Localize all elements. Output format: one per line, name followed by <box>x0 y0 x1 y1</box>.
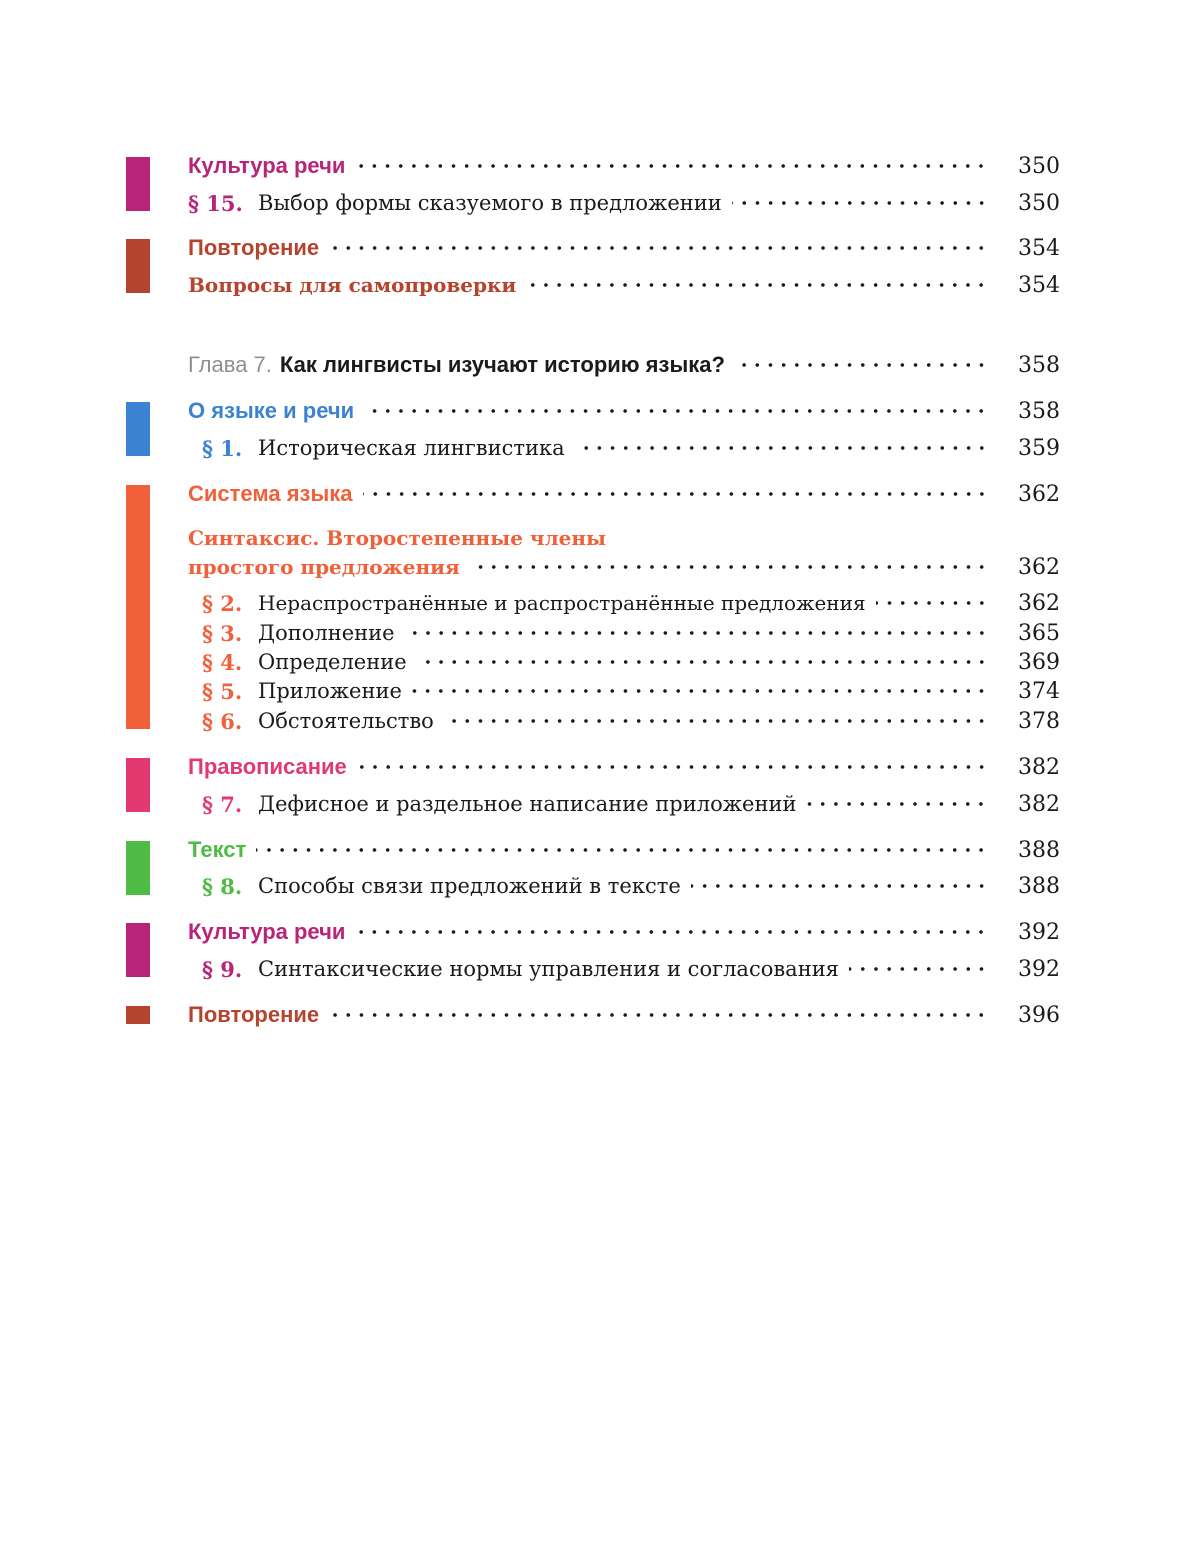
chapter-title: Как лингвисты изучают историю языка? <box>279 352 725 377</box>
page-number: 388 <box>1018 873 1060 899</box>
dot-leader <box>355 150 988 182</box>
paragraph-number: § 6. <box>202 708 243 734</box>
page-number: 358 <box>1018 352 1060 378</box>
entry-title: Нераспространённые и распространённые предложения <box>258 591 866 615</box>
entry-label-line1: Синтаксис. Второстепенные члены <box>188 526 607 550</box>
paragraph-number: § 4. <box>202 649 243 675</box>
page-number: 369 <box>1018 649 1060 675</box>
toc-entry[interactable] <box>188 187 1060 219</box>
dot-leader <box>363 478 988 510</box>
dot-leader <box>849 953 988 985</box>
entry-title: Историческая лингвистика <box>258 436 565 460</box>
toc-entry[interactable] <box>202 587 1060 619</box>
entry-title: Синтаксические нормы управления и согласования <box>258 957 839 981</box>
section-bar-system <box>126 485 150 729</box>
page-number: 374 <box>1018 678 1060 704</box>
entry-label: Повторение <box>188 235 320 260</box>
toc-entry[interactable] <box>202 432 1060 464</box>
paragraph-number: § 7. <box>202 791 243 817</box>
toc-entry[interactable] <box>202 788 1060 820</box>
page-number: 362 <box>1018 590 1060 616</box>
toc-entry[interactable] <box>202 675 1060 707</box>
dot-leader <box>417 646 988 678</box>
toc-entry[interactable] <box>202 870 1060 902</box>
page-number: 350 <box>1018 190 1060 216</box>
dot-leader <box>256 834 988 866</box>
entry-label: Вопросы для самопроверки <box>188 273 517 297</box>
dot-leader <box>355 916 988 948</box>
page-number: 358 <box>1018 398 1060 424</box>
entry-label: Культура речи <box>188 919 346 944</box>
toc-entry[interactable] <box>202 646 1060 678</box>
paragraph-number: § 15. <box>188 190 243 216</box>
page-number: 354 <box>1018 235 1060 261</box>
toc-entry[interactable] <box>188 916 1060 948</box>
dot-leader <box>691 870 988 902</box>
entry-title: Дефисное и раздельное написание приложений <box>258 792 797 816</box>
dot-leader <box>405 617 988 649</box>
section-bar-culture <box>126 157 150 211</box>
entry-title: Выбор формы сказуемого в предложении <box>258 191 722 215</box>
entry-title: Приложение <box>258 679 402 703</box>
toc-entry[interactable] <box>188 834 1060 866</box>
paragraph-number: § 3. <box>202 620 243 646</box>
entry-label: Повторение <box>188 1002 320 1027</box>
page-number: 365 <box>1018 620 1060 646</box>
paragraph-number: § 9. <box>202 956 243 982</box>
page-number: 382 <box>1018 791 1060 817</box>
dot-leader <box>329 232 988 264</box>
entry-label-line2: простого предложения <box>188 555 460 579</box>
page-number: 388 <box>1018 837 1060 863</box>
toc-entry[interactable] <box>188 232 1060 264</box>
page-number: 396 <box>1018 1002 1060 1028</box>
toc-entry[interactable] <box>188 150 1060 182</box>
toc-entry[interactable] <box>202 617 1060 649</box>
section-bar-about <box>126 402 150 456</box>
dot-leader <box>329 999 988 1031</box>
page-number: 362 <box>1018 481 1060 507</box>
entry-label: Текст <box>188 837 247 862</box>
section-bar-spelling <box>126 758 150 812</box>
dot-leader <box>876 587 988 619</box>
page-number: 354 <box>1018 272 1060 298</box>
toc-entry[interactable] <box>188 551 1060 583</box>
chapter-prefix: Глава 7. <box>188 352 272 377</box>
section-bar-text <box>126 841 150 895</box>
toc-entry[interactable] <box>188 751 1060 783</box>
dot-leader <box>412 675 988 707</box>
chapter-entry[interactable] <box>188 349 1060 381</box>
paragraph-number: § 2. <box>202 590 243 616</box>
dot-leader <box>575 432 988 464</box>
section-bar-repeat-2 <box>126 1006 150 1024</box>
dot-leader <box>806 788 988 820</box>
toc-entry[interactable] <box>188 478 1060 510</box>
section-bar-culture-2 <box>126 923 150 977</box>
page-number: 392 <box>1018 956 1060 982</box>
entry-label: Правописание <box>188 754 347 779</box>
entry-title: Обстоятельство <box>258 709 434 733</box>
entry-title: Дополнение <box>258 621 395 645</box>
entry-title: Определение <box>258 650 407 674</box>
entry-label: О языке и речи <box>188 398 355 423</box>
paragraph-number: § 5. <box>202 678 243 704</box>
toc-entry[interactable] <box>188 395 1060 427</box>
page-number: 378 <box>1018 708 1060 734</box>
dot-leader <box>735 349 988 381</box>
dot-leader <box>470 551 988 583</box>
entry-label: Система языка <box>188 481 353 506</box>
section-bar-repeat <box>126 239 150 293</box>
page-number: 362 <box>1018 554 1060 580</box>
page-number: 392 <box>1018 919 1060 945</box>
toc-entry[interactable] <box>188 999 1060 1031</box>
dot-leader <box>732 187 988 219</box>
toc-entry[interactable] <box>202 705 1060 737</box>
page-number: 359 <box>1018 435 1060 461</box>
toc-entry[interactable] <box>202 953 1060 985</box>
page-number: 350 <box>1018 153 1060 179</box>
paragraph-number: § 8. <box>202 873 243 899</box>
entry-title: Способы связи предложений в тексте <box>258 874 681 898</box>
dot-leader <box>364 395 988 427</box>
paragraph-number: § 1. <box>202 435 243 461</box>
page-number: 382 <box>1018 754 1060 780</box>
dot-leader <box>357 751 988 783</box>
dot-leader <box>526 269 988 301</box>
dot-leader <box>444 705 988 737</box>
toc-entry[interactable] <box>188 269 1060 301</box>
entry-label: Культура речи <box>188 153 346 178</box>
